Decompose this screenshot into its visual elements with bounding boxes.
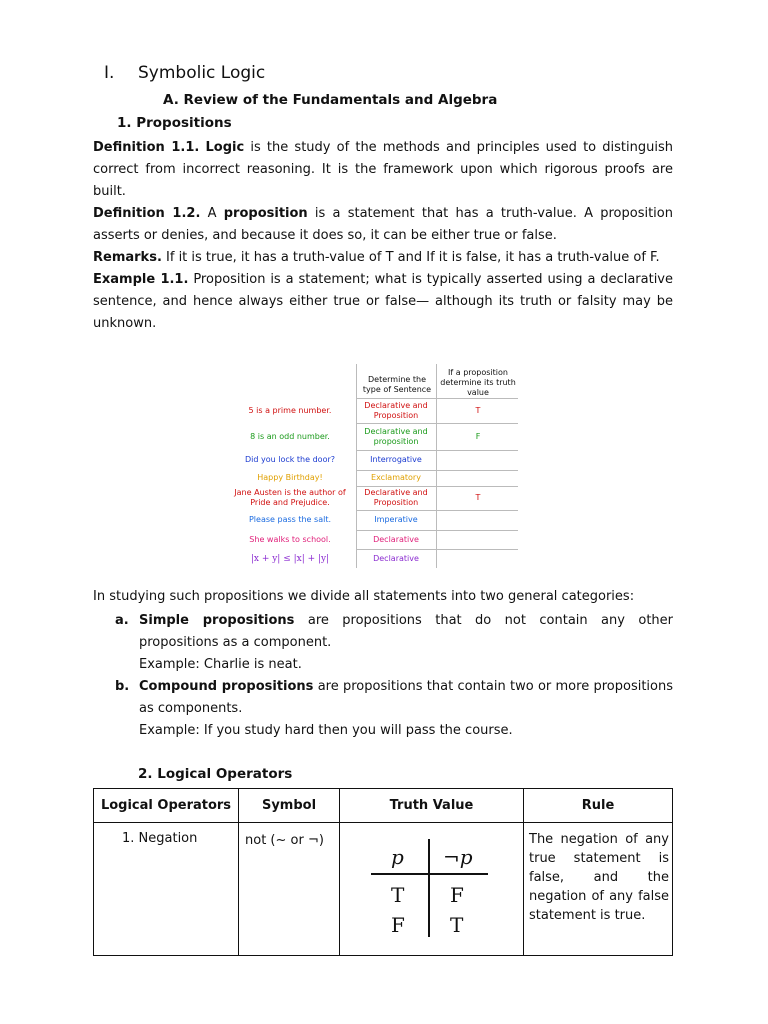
sentence-type-cell: Declarative and Proposition: [364, 488, 428, 507]
list-item-simple: a. Simple propositions are propositions that do not contain any other propositions as a component. Example: Charlie is neat.: [115, 610, 673, 676]
sentence-type-table: [228, 364, 518, 568]
truth-col-not-p: ¬p: [443, 845, 473, 869]
sentence-type-cell: Declarative: [373, 534, 419, 544]
header-symbol: Symbol: [261, 798, 317, 813]
truth-value-cell: [440, 450, 516, 470]
main-heading: [104, 63, 265, 83]
sentence-type-cell: Interrogative: [370, 455, 422, 464]
sentence-cell: Did you lock the door?: [244, 455, 335, 464]
truth-value-cell: [440, 510, 516, 530]
table-divider: [356, 364, 357, 568]
heading-number: I.: [104, 63, 115, 83]
sentence-type-cell: Declarative: [373, 553, 419, 563]
sentence-cell: 5 is a prime number.: [248, 405, 332, 415]
sentence-cell: Jane Austen is the author of Pride and Prejudice.: [234, 488, 346, 507]
subheading: A. Review of the Fundamentals and Algebra: [163, 92, 498, 108]
header-rule: Rule: [581, 798, 615, 813]
definition-1-1: Definition 1.1. Logic is the study of the methods and principles used to distinguish correct from incorrect reasoning. It is the framework upon which rigorous proofs are built.: [93, 140, 673, 199]
sentence-cell: Please pass the salt.: [248, 515, 331, 524]
truth-cell: F: [391, 913, 405, 937]
truth-value-cell: [440, 549, 516, 568]
header-logical-operators: Logical Operators: [100, 798, 232, 813]
table-divider: [523, 789, 524, 955]
heading-title: Symbolic Logic: [138, 63, 266, 83]
table-divider: [238, 789, 239, 955]
table-divider: [339, 789, 340, 955]
sentence-type-cell: Declarative and Proposition: [364, 400, 428, 420]
operator-negation: 1. Negation: [122, 831, 198, 846]
header-truth-value: If a proposition determine its truth value: [440, 368, 516, 397]
truth-col-p: p: [391, 845, 404, 869]
truth-cell: T: [450, 913, 464, 937]
example-simple: Example: Charlie is neat.: [139, 657, 302, 672]
truth-cell: F: [450, 883, 464, 907]
logical-operators-table: [93, 788, 673, 956]
sentence-type-cell: Imperative: [374, 515, 418, 524]
list-item-compound: b. Compound propositions are propositions that contain two or more propositions as components. Example: If you study hard then you will pass the course.: [115, 676, 673, 742]
definition-1-2: Definition 1.2. A proposition is a statement that has a truth-value. A proposition asserts or denies, and because it does so, it can be either true or false.: [93, 206, 673, 243]
header-truth-value: Truth Value: [389, 798, 474, 813]
truth-value-cell: T: [475, 493, 481, 502]
example-compound: Example: If you study hard then you will pass the course.: [139, 723, 513, 738]
table-divider: [94, 822, 672, 823]
categories-intro: In studying such propositions we divide all statements into two general categories:: [93, 589, 635, 604]
truth-cell: T: [391, 883, 405, 907]
section-title-operators: 2. Logical Operators: [138, 766, 293, 782]
truth-value-cell: [440, 530, 516, 549]
sentence-cell: |x + y| ≤ |x| + |y|: [250, 553, 330, 564]
example-1-1: Example 1.1. Proposition is a statement; what is typically asserted using a declarative sentence, and hence always either true or false— although its truth or falsity may be unknown.: [93, 272, 673, 331]
rule-negation: The negation of any true statement is false, and the negation of any false statement is true.: [529, 832, 669, 923]
remarks: Remarks. If it is true, it has a truth-value of T and If it is false, it has a truth-value of F.: [93, 250, 660, 265]
sentence-cell: Happy Birthday!: [257, 473, 323, 482]
sentence-cell: 8 is an odd number.: [250, 431, 330, 441]
table-divider: [436, 364, 437, 568]
truth-table-vrule: [428, 839, 430, 937]
sentence-cell: She walks to school.: [249, 534, 331, 544]
definitions-block: [93, 137, 673, 335]
truth-value-cell: [440, 470, 516, 486]
truth-value-cell: T: [475, 405, 481, 415]
truth-value-cell: F: [475, 431, 481, 441]
sentence-type-cell: Exclamatory: [371, 473, 421, 482]
symbol-negation: not (~ or ¬): [245, 833, 324, 848]
section-title-propositions: 1. Propositions: [117, 115, 232, 131]
sentence-type-cell: Declarative and proposition: [364, 426, 428, 446]
categories-list: [115, 610, 673, 742]
header-sentence-type: Determine the type of Sentence: [362, 375, 432, 394]
